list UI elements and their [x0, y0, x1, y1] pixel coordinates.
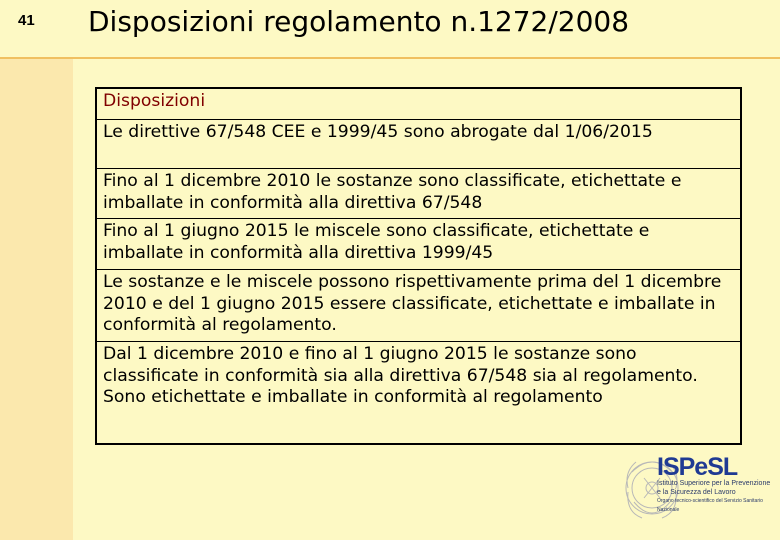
table-row: Dal 1 dicembre 2010 e fino al 1 giugno 2015 le sostanze sono classificate in conformità sia alla direttiva 67/548 sia al regolamento. Sono etichettate e imballate in conformità al regolamento: [103, 344, 698, 407]
sidebar-top: [0, 0, 73, 58]
disposizioni-table: [95, 87, 742, 445]
logo-subtitle-line: e la Sicurezza del Lavoro: [657, 488, 736, 496]
slide-title: Disposizioni regolamento n.1272/2008: [88, 5, 630, 38]
table-row: Le sostanze e le miscele possono rispettivamente prima del 1 dicembre 2010 e del 1 giugno 2015 essere classificate, etichettate e imballate in conformità al regolamento.: [97, 270, 740, 342]
table-row: Fino al 1 giugno 2015 le miscele sono classificate, etichettate e imballate in conformità alla direttiva 1999/45: [97, 219, 740, 270]
table-row: Le direttive 67/548 CEE e 1999/45 sono abrogate dal 1/06/2015: [97, 120, 740, 169]
table-row: Fino al 1 dicembre 2010 le sostanze sono classificate, etichettate e imballate in conformità alla direttiva 67/548: [97, 169, 740, 219]
logo-subtitle-line: Organo tecnico-scientifico del Servizio Sanitario Nazionale: [657, 498, 763, 513]
logo-subtitle: [657, 480, 777, 514]
title-divider: [0, 57, 780, 59]
table-header: Disposizioni: [97, 89, 740, 120]
logo-subtitle-line: Istituto Superiore per la Prevenzione: [657, 480, 771, 487]
left-sidebar: [0, 0, 73, 540]
logo-wordmark: ISPeSL: [657, 453, 738, 481]
slide-number: 41: [18, 12, 35, 29]
